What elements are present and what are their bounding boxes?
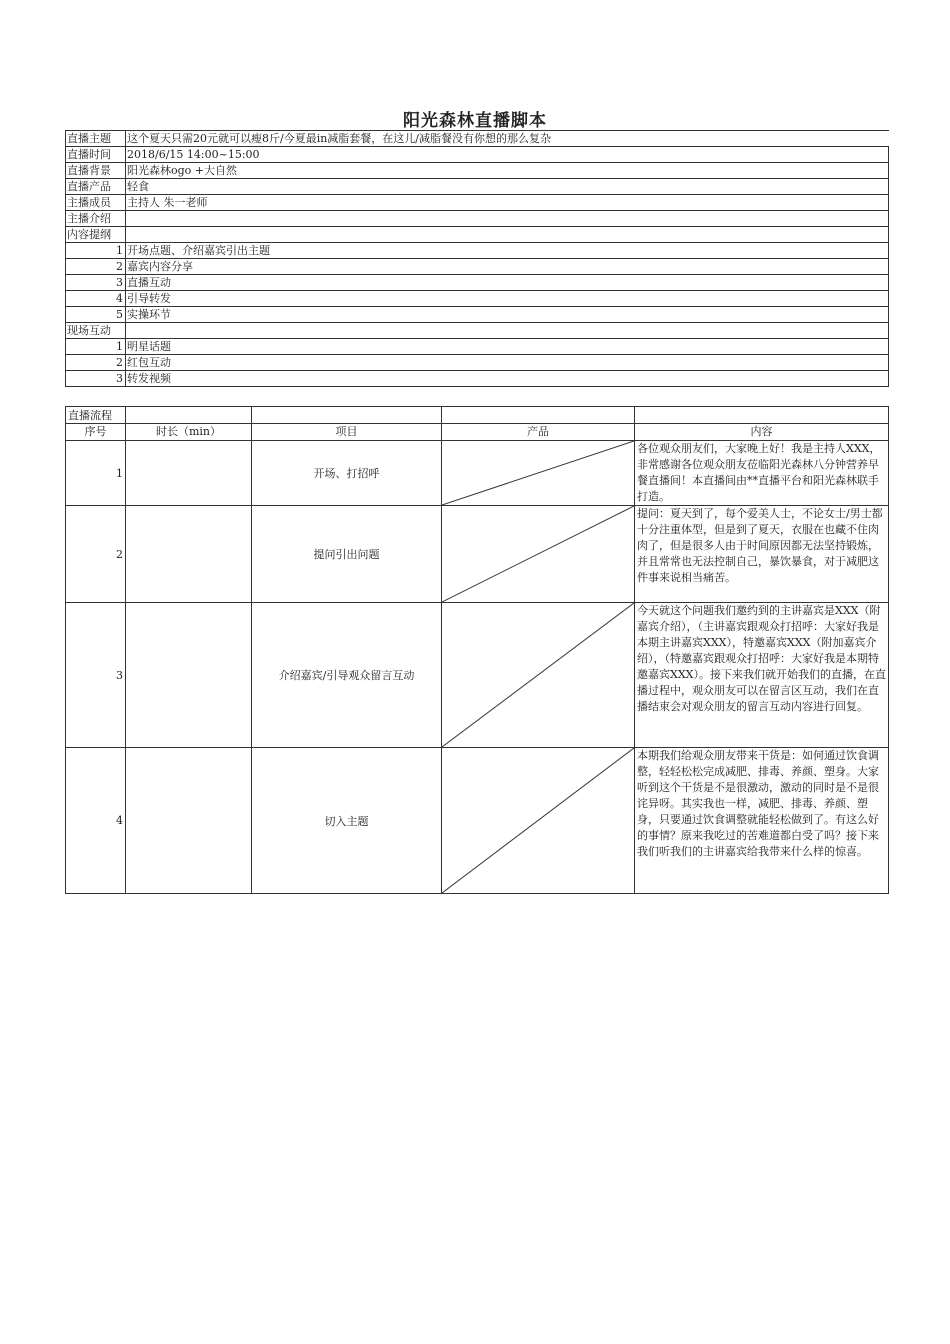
meta-row-theme: [66, 131, 889, 147]
meta-value: 轻食: [126, 179, 441, 195]
flow-header-row: [66, 424, 889, 441]
interaction-number: 2: [66, 355, 126, 371]
meta-row-intro: [66, 211, 889, 227]
meta-row-product: [66, 179, 889, 195]
empty-cell: [441, 371, 889, 387]
interaction-item: [66, 355, 889, 371]
diagonal-line: [442, 748, 634, 893]
outline-text: 直播互动: [126, 275, 441, 291]
meta-row-members: [66, 195, 889, 211]
interaction-header-row: [66, 323, 889, 339]
empty-cell: [441, 211, 889, 227]
meta-row-outline: [66, 227, 889, 243]
interaction-number: 1: [66, 339, 126, 355]
flow-item: 切入主题: [252, 748, 442, 894]
outline-text: 实操环节: [126, 307, 441, 323]
empty-cell: [442, 407, 635, 424]
flow-row: [66, 441, 889, 506]
outline-number: 4: [66, 291, 126, 307]
interaction-item: [66, 371, 889, 387]
flow-index: 1: [66, 441, 126, 506]
meta-value: 阳光森林ogo +大自然: [126, 163, 441, 179]
empty-cell: [441, 355, 889, 371]
flow-content: 本期我们给观众朋友带来干货是：如何通过饮食调整，轻轻松松完成减肥、排毒、养颜、塑身。大家听到这个干货是不是很激动，激动的同时是不是很诧异呀。其实我也一样，减肥、排毒、养颜、塑身，只要通过饮食调整就能轻松做到了。有这么好的事情？原来我吃过的苦难道都白受了吗？接下来我们听我们的主讲嘉宾给我带来什么样的惊喜。: [635, 748, 889, 894]
empty-cell: [441, 323, 889, 339]
outline-item: [66, 275, 889, 291]
outline-number: 1: [66, 243, 126, 259]
diagonal-line: [442, 506, 634, 602]
header-content: 内容: [635, 424, 889, 441]
script-info-table: [65, 130, 889, 387]
header-product: 产品: [442, 424, 635, 441]
empty-cell: [441, 163, 889, 179]
meta-row-time: [66, 147, 889, 163]
flow-product-cell: [442, 603, 635, 748]
flow-row: [66, 506, 889, 603]
diagonal-line: [442, 441, 634, 505]
empty-cell: [126, 323, 441, 339]
empty-cell: [635, 407, 889, 424]
interaction-text: 红包互动: [126, 355, 441, 371]
flow-duration: [126, 506, 252, 603]
flow-item: 提问引出问题: [252, 506, 442, 603]
outline-item: [66, 307, 889, 323]
flow-index: 2: [66, 506, 126, 603]
meta-value: [126, 211, 441, 227]
flow-row: [66, 748, 889, 894]
flow-content: 今天就这个问题我们邀约到的主讲嘉宾是XXX（附嘉宾介绍），（主讲嘉宾跟观众打招呼：大家好我是本期主讲嘉宾XXX），特邀嘉宾XXX（附加嘉宾介绍），（特邀嘉宾跟观众打招呼：大家好我是本期特邀嘉宾XXX）。接下来我们就开始我们的直播，在直播过程中，观众朋友可以在留言区互动，我们在直播结束会对观众朋友的留言互动内容进行回复。: [635, 603, 889, 748]
meta-value: 2018/6/15 14:00~15:00: [126, 147, 441, 163]
meta-value: [126, 227, 441, 243]
empty-cell: [441, 243, 889, 259]
meta-label: 主播介绍: [66, 211, 126, 227]
page-title: 阳光森林直播脚本: [403, 111, 547, 131]
interaction-text: 明星话题: [126, 339, 441, 355]
empty-cell: [441, 275, 889, 291]
flow-table: [65, 406, 889, 894]
flow-content: 各位观众朋友们，大家晚上好！我是主持人XXX，非常感谢各位观众朋友莅临阳光森林八分钟营养早餐直播间！本直播间由**直播平台和阳光森林联手打造。: [635, 441, 889, 506]
flow-label-row: [66, 407, 889, 424]
outline-text: 开场点题、介绍嘉宾引出主题: [126, 243, 441, 259]
header-index: 序号: [66, 424, 126, 441]
meta-value: 主持人 朱一老师: [126, 195, 441, 211]
meta-label: 直播时间: [66, 147, 126, 163]
empty-cell: [441, 339, 889, 355]
meta-label: 内容提纲: [66, 227, 126, 243]
interaction-item: [66, 339, 889, 355]
flow-row: [66, 603, 889, 748]
flow-content: 提问：夏天到了，每个爱美人士，不论女士/男士都十分注重体型，但是到了夏天，衣服在也藏不住肉肉了，但是很多人由于时间原因都无法坚持锻炼，并且常常也无法控制自己，暴饮暴食，对于减肥这件事来说相当痛苦。: [635, 506, 889, 603]
empty-cell: [441, 259, 889, 275]
meta-value: 这个夏天只需20元就可以瘦8斤/今夏最in减脂套餐，在这儿/减脂餐没有你想的那么复杂: [126, 131, 889, 147]
interaction-number: 3: [66, 371, 126, 387]
outline-number: 2: [66, 259, 126, 275]
outline-item: [66, 259, 889, 275]
empty-cell: [126, 407, 252, 424]
header-duration: 时长（min）: [126, 424, 252, 441]
meta-label: 直播主题: [66, 131, 126, 147]
outline-item: [66, 243, 889, 259]
meta-row-background: [66, 163, 889, 179]
empty-cell: [441, 179, 889, 195]
flow-duration: [126, 441, 252, 506]
interaction-text: 转发视频: [126, 371, 441, 387]
flow-duration: [126, 603, 252, 748]
flow-duration: [126, 748, 252, 894]
flow-item: 开场、打招呼: [252, 441, 442, 506]
outline-number: 5: [66, 307, 126, 323]
header-item: 项目: [252, 424, 442, 441]
empty-cell: [441, 291, 889, 307]
outline-text: 引导转发: [126, 291, 441, 307]
empty-cell: [441, 227, 889, 243]
meta-label: 直播产品: [66, 179, 126, 195]
outline-text: 嘉宾内容分享: [126, 259, 441, 275]
flow-product-cell: [442, 441, 635, 506]
flow-product-cell: [442, 506, 635, 603]
empty-cell: [441, 307, 889, 323]
empty-cell: [252, 407, 442, 424]
meta-label: 主播成员: [66, 195, 126, 211]
flow-product-cell: [442, 748, 635, 894]
empty-cell: [441, 195, 889, 211]
outline-item: [66, 291, 889, 307]
flow-label: 直播流程: [66, 407, 126, 424]
flow-index: 3: [66, 603, 126, 748]
flow-item: 介绍嘉宾/引导观众留言互动: [252, 603, 442, 748]
diagonal-line: [442, 603, 634, 747]
outline-number: 3: [66, 275, 126, 291]
empty-cell: [441, 147, 889, 163]
meta-label: 直播背景: [66, 163, 126, 179]
interaction-label: 现场互动: [66, 323, 126, 339]
flow-index: 4: [66, 748, 126, 894]
